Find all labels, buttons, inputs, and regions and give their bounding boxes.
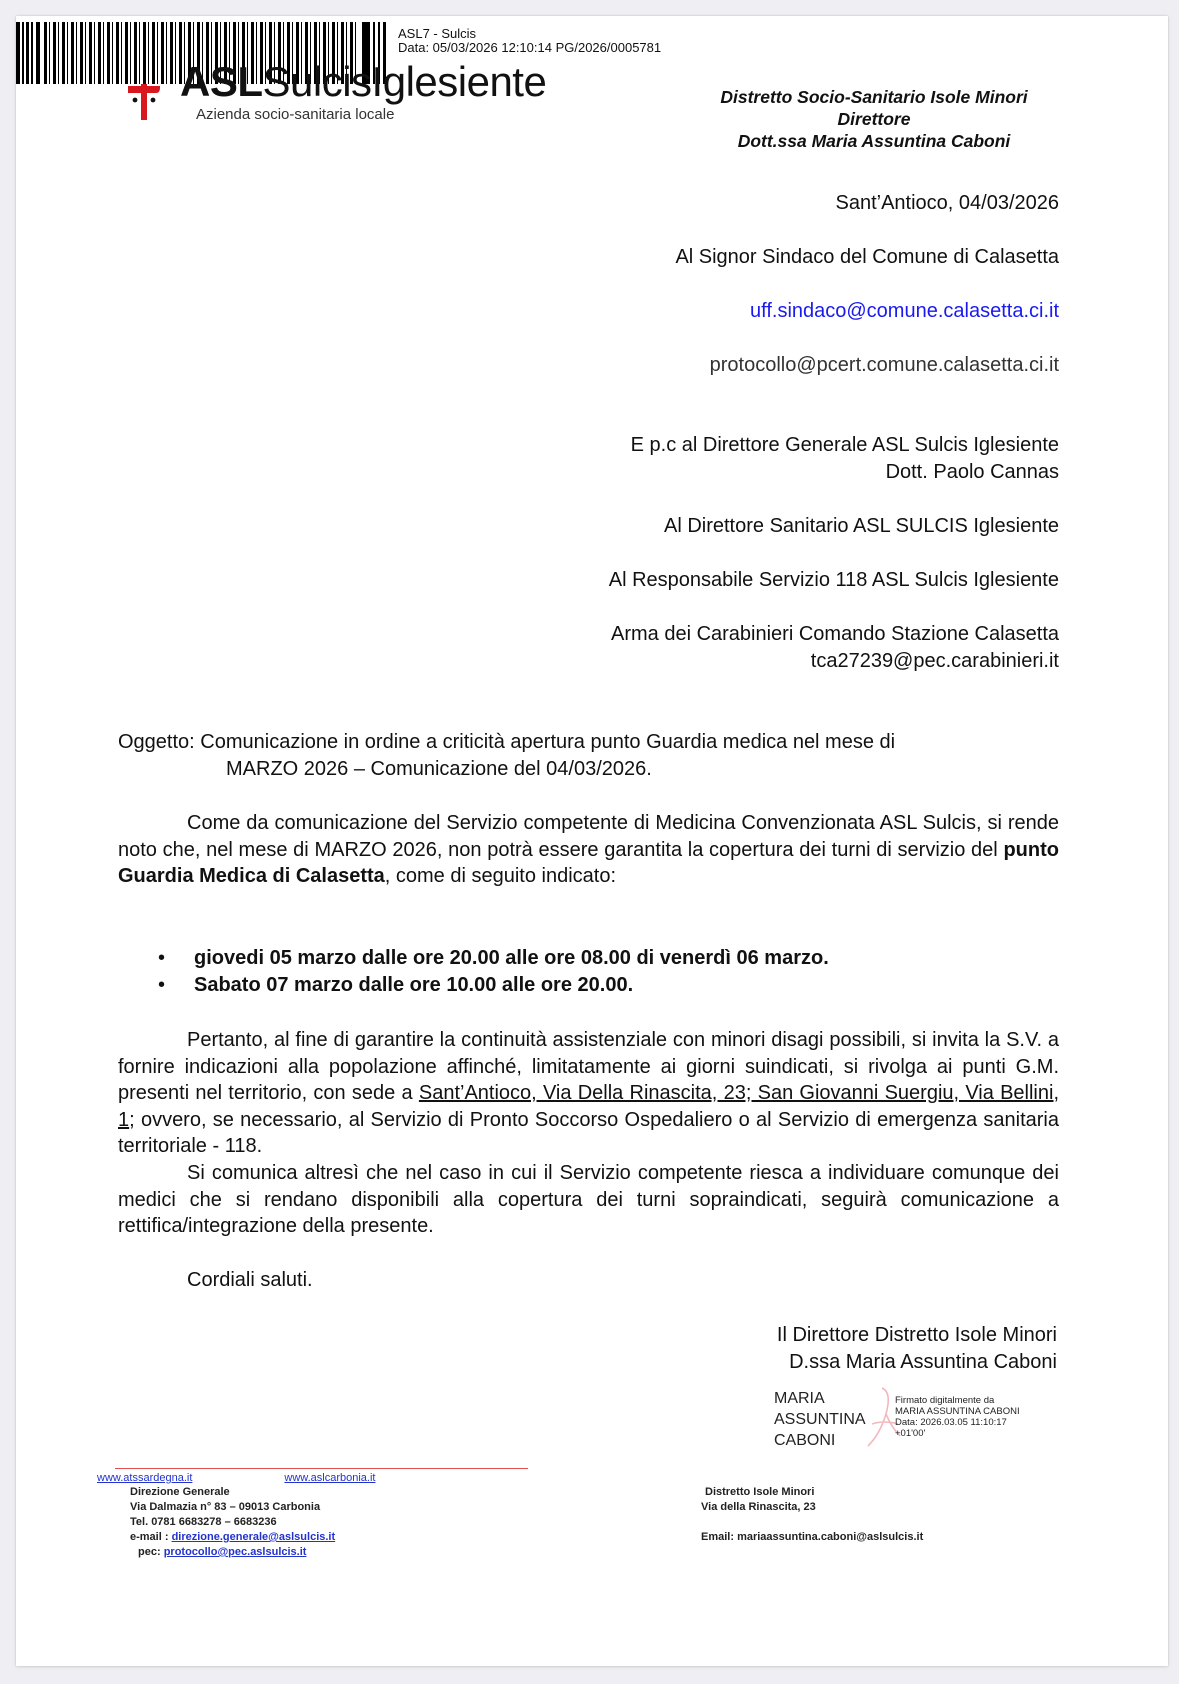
footer-district-office: Distretto Isole Minori [705, 1486, 815, 1498]
footer-email-link[interactable]: direzione.generale@aslsulcis.it [171, 1531, 336, 1543]
logo-brand-bold: ASL [180, 58, 263, 105]
p1-text: Come da comunicazione del Servizio competente di Medicina Convenzionata ASL Sulcis, si rende noto che, nel mese di MARZO 2026, non potrà essere garantita la copertura dei turni di servizio del [118, 812, 1059, 861]
footer-address: Via Dalmazia n° 83 – 09013 Carbonia [130, 1501, 321, 1513]
p2-text-end: ; ovvero, se necessario, al Servizio di Pronto Soccorso Ospedaliero o al Servizio di emergenza sanitaria territoriale - 118. [118, 1108, 1059, 1157]
protocol-stamp [398, 27, 661, 55]
dsig-info-line: MARIA ASSUNTINA CABONI [895, 1406, 1020, 1417]
subject-line-2: MARZO 2026 – Comunicazione del 04/03/2026. [226, 757, 652, 780]
district-role: Direttore [837, 109, 911, 129]
footer-general-direction [130, 1485, 335, 1560]
logo-brand-rest: Iglesiente [371, 58, 547, 105]
signature-name: D.ssa Maria Assuntina Caboni [789, 1351, 1057, 1373]
recipient-carabinieri [611, 621, 1059, 675]
uncovered-shifts-list [158, 945, 1058, 998]
footer-pec-label: pec: [138, 1546, 164, 1558]
district-director: Dott.ssa Maria Assuntina Caboni [737, 131, 1011, 151]
footer-divider [115, 1468, 528, 1469]
subject-line-1: Oggetto: Comunicazione in ordine a criticità apertura punto Guardia medica nel mese di [118, 731, 896, 753]
body-paragraph-1 [118, 810, 1059, 890]
footer-phone: Tel. 0781 6683278 – 6683236 [130, 1516, 277, 1528]
recipient-mayor: Al Signor Sindaco del Comune di Calasetta [675, 246, 1059, 268]
dsig-info-line: Firmato digitalmente da [895, 1395, 995, 1406]
footer-pec-link[interactable]: protocollo@pec.aslsulcis.it [163, 1546, 307, 1558]
footer-pec-row [130, 1545, 335, 1560]
municipality-pec: protocollo@pcert.comune.calasetta.ci.it [709, 354, 1059, 376]
recipient-service-118: Al Responsabile Servizio 118 ASL Sulcis Iglesiente [608, 569, 1059, 591]
stamp-date-protocol: Data: 05/03/2026 12:10:14 PG/2026/0005781 [398, 40, 662, 55]
stamp-org: ASL7 - Sulcis [398, 26, 477, 41]
dsig-name-line: CABONI [774, 1432, 836, 1449]
footer-district-email: Email: mariaassuntina.caboni@aslsulcis.it [701, 1531, 924, 1543]
asl-logo-text [180, 58, 546, 106]
closing-greeting: Cordiali saluti. [187, 1269, 313, 1291]
footer-link-aslcarbonia[interactable]: www.aslcarbonia.it [284, 1472, 376, 1484]
barcode-bars-left [16, 22, 40, 84]
footer-links [97, 1472, 375, 1484]
dsig-info-line: Data: 2026.03.05 11:10:17 [895, 1417, 1007, 1428]
footer-email-row [130, 1530, 335, 1545]
footer-district [701, 1485, 923, 1545]
place-date: Sant’Antioco, 04/03/2026 [835, 192, 1059, 214]
dsig-name-line: MARIA [774, 1390, 825, 1407]
footer-email-label: e-mail : [130, 1531, 172, 1543]
letter-subject [118, 729, 1059, 782]
p2-text: Pertanto, al fine di garantire la continuità assistenziale con minori disagi possibili, si invita la S.V. a fornire indicazioni alla popolazione affinché, limitatamente ai giorni suindicati, si rivolga ai punti G.M. presenti nel territorio, con sede a [118, 1029, 1059, 1104]
asl-cross-logo-icon [126, 84, 162, 120]
logo-brand-light: Sulcis [262, 58, 372, 105]
footer-office: Direzione Generale [130, 1486, 230, 1498]
cc-general-director-name: Dott. Paolo Cannas [885, 461, 1059, 483]
recipient-cc-general-director [631, 432, 1059, 486]
signature-block [777, 1322, 1057, 1376]
mayor-email-link[interactable]: uff.sindaco@comune.calasetta.ci.it [750, 300, 1059, 322]
digital-signature-info [895, 1395, 1020, 1439]
p1-text-end: , come di seguito indicato: [384, 865, 617, 887]
cc-general-director-title: E p.c al Direttore Generale ASL Sulcis Iglesiente [630, 434, 1059, 456]
carabinieri-station: Arma dei Carabinieri Comando Stazione Calasetta [610, 623, 1059, 645]
p2-alternative-locations: Sant’Antioco, Via Della Rinascita, 23; San Giovanni Suergiu, Via Bellini, 1 [118, 1082, 1060, 1131]
signature-title: Il Direttore Distretto Isole Minori [776, 1324, 1057, 1346]
shift-item: • Sabato 07 marzo dalle ore 10.00 alle ore 20.00. [158, 972, 1058, 999]
body-paragraph-2 [118, 1027, 1059, 1160]
recipient-health-director: Al Direttore Sanitario ASL SULCIS Iglesiente [663, 515, 1059, 537]
shift-item: • giovedi 05 marzo dalle ore 20.00 alle ore 08.00 di venerdì 06 marzo. [158, 945, 1058, 972]
district-name: Distretto Socio-Sanitario Isole Minori [720, 87, 1028, 107]
dsig-name-line: ASSUNTINA [774, 1411, 866, 1428]
p1-bold-location: punto Guardia Medica di Calasetta [118, 838, 1059, 887]
dsig-info-line: +01'00' [895, 1428, 926, 1439]
digital-signature-name [774, 1388, 866, 1451]
district-header [650, 86, 1098, 152]
footer-link-atssardegna[interactable]: www.atssardegna.it [97, 1472, 193, 1484]
carabinieri-email: tca27239@pec.carabinieri.it [810, 650, 1059, 672]
logo-subtitle: Azienda socio-sanitaria locale [196, 106, 395, 123]
footer-district-address: Via della Rinascita, 23 [701, 1501, 816, 1513]
body-paragraph-3: Si comunica altresì che nel caso in cui il Servizio competente riesca a individuare comunque dei medici che si rendano disponibili alla copertura dei turni sopraindicati, seguirà comunicazione a rettifica/integrazione della presente. [118, 1162, 1059, 1237]
